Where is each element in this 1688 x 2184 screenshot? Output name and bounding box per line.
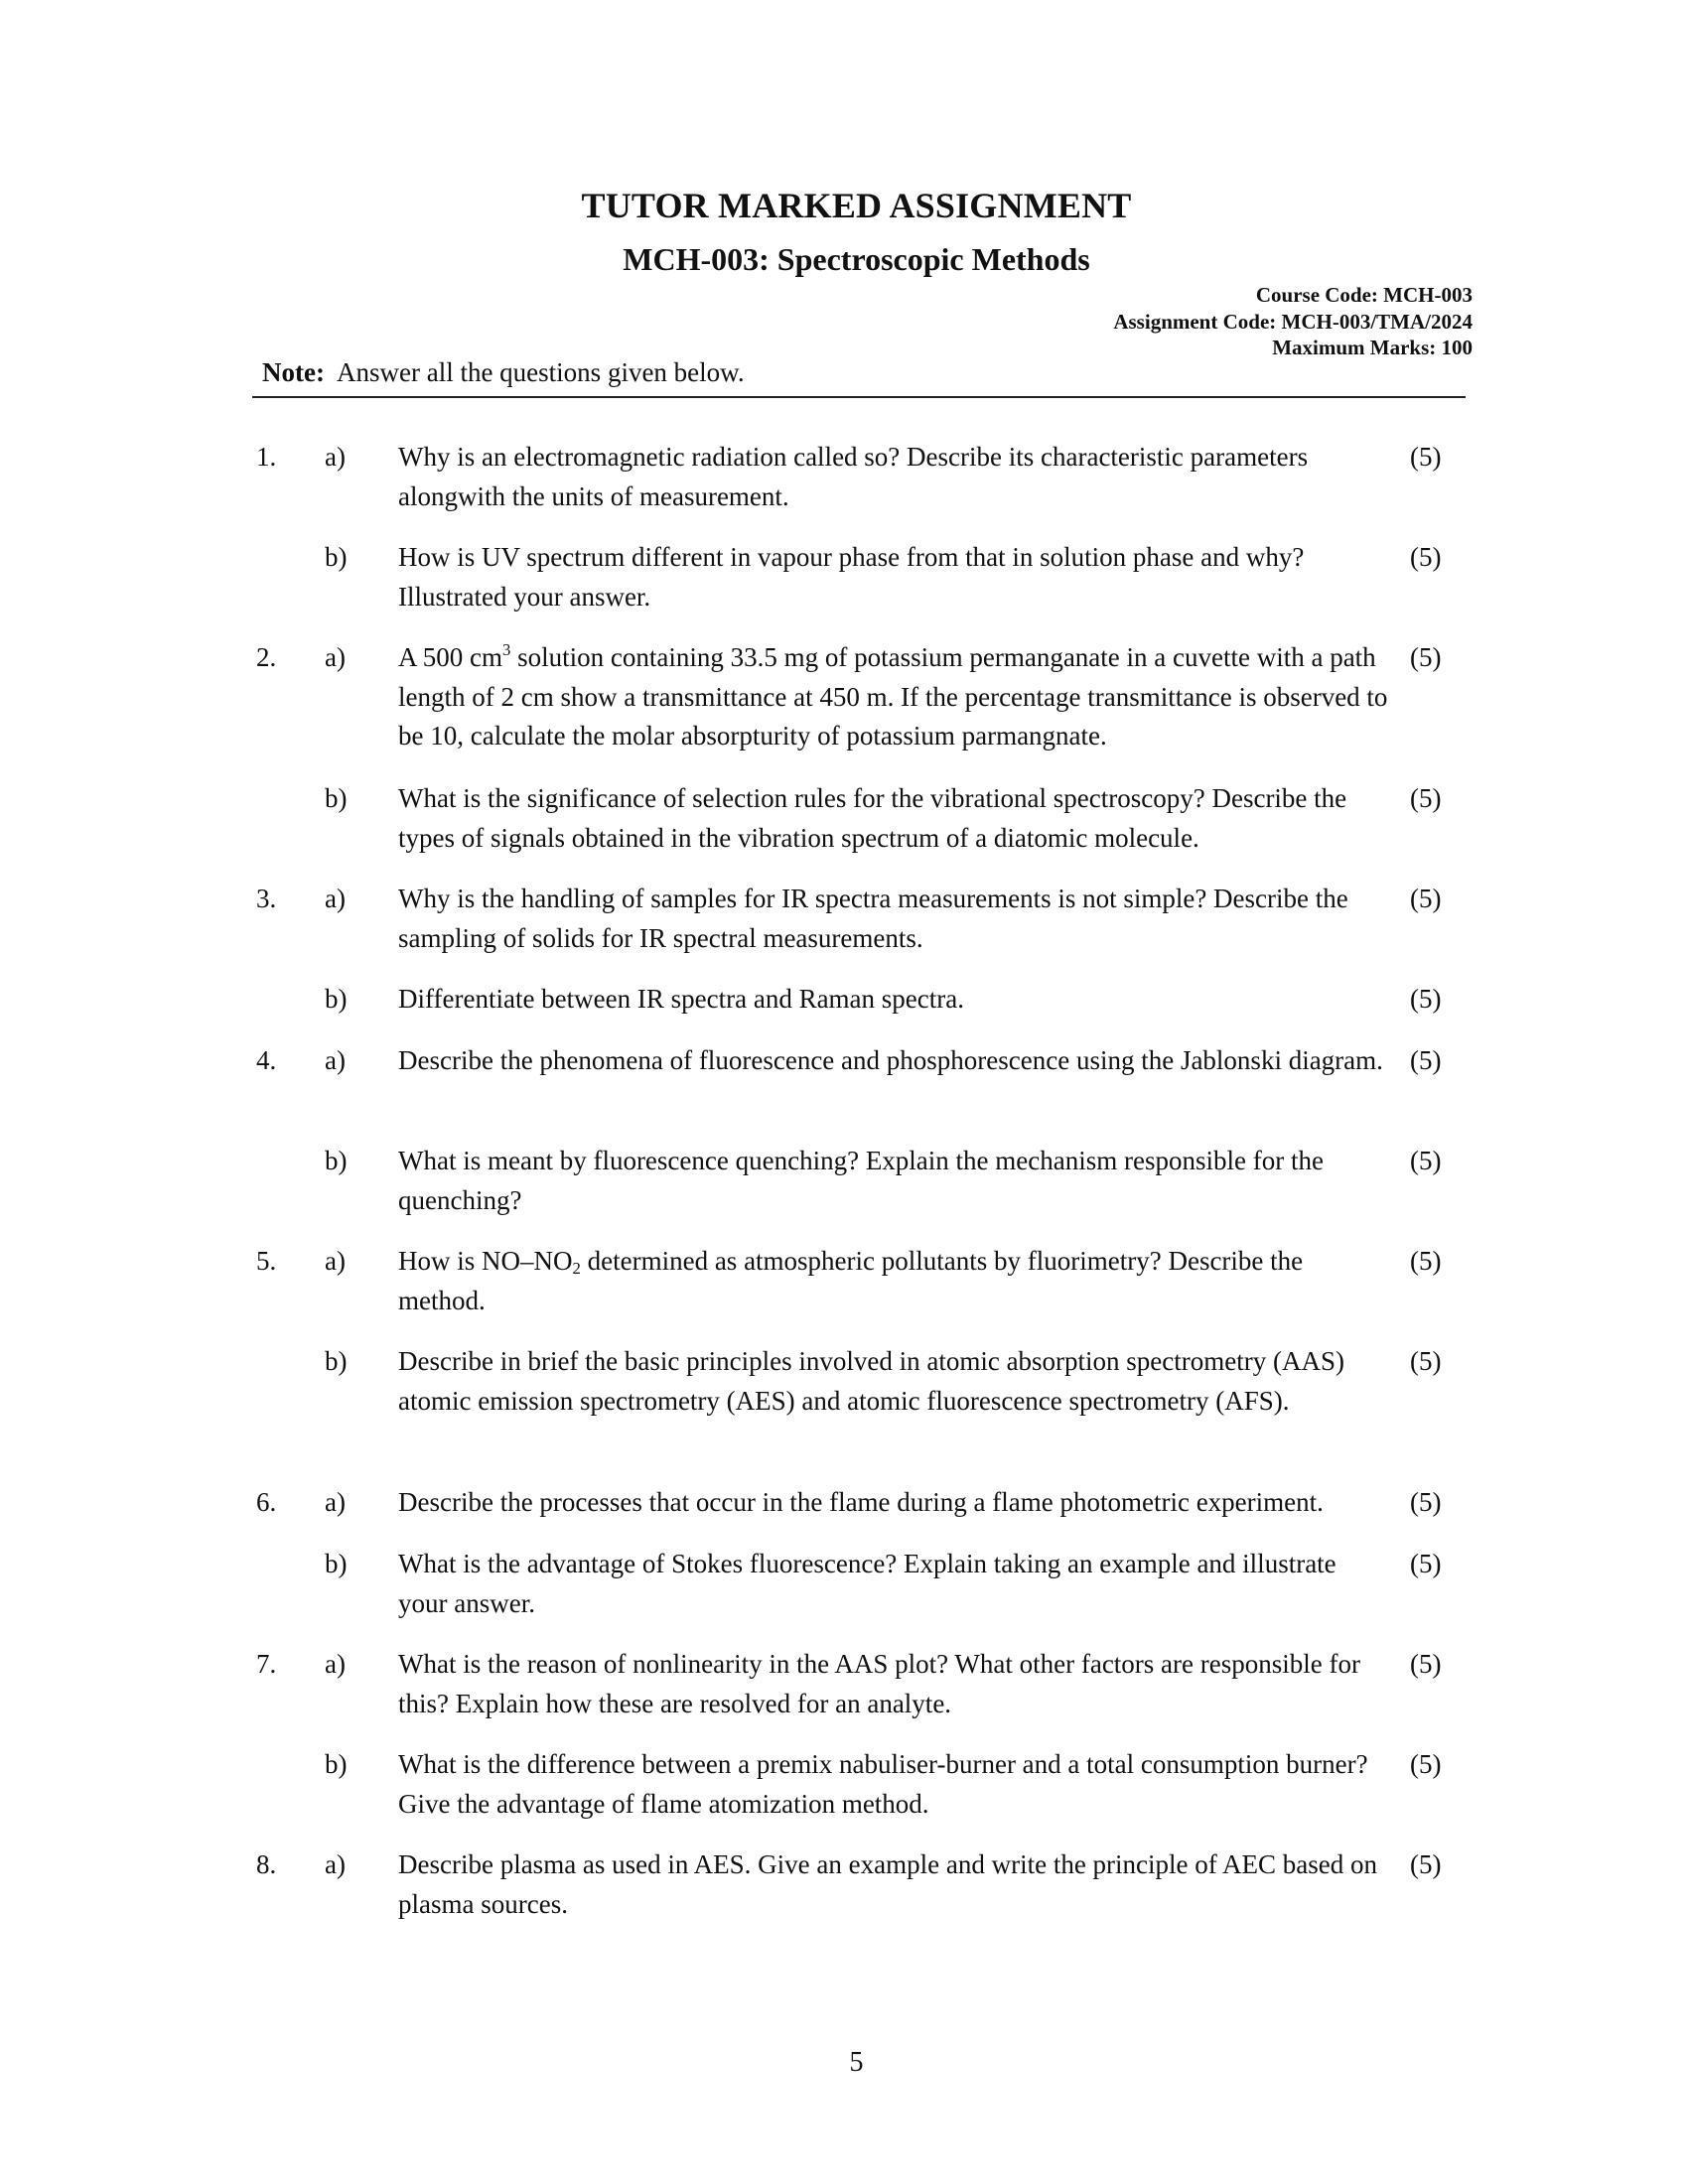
question-number: 2. (256, 642, 277, 672)
question-number: 1. (256, 442, 277, 472)
question-marks: (5) (1410, 1487, 1442, 1517)
question-marks: (5) (1410, 884, 1442, 913)
question-text-part: determined as atmospheric pollutants by fluorimetry? Describe the method. (398, 1246, 1304, 1315)
question-text: What is the reason of nonlinearity in the AAS plot? What other factors are responsible for this? Explain how these are resolved for an analyte. (398, 1649, 1360, 1718)
assignment-code: Assignment Code: MCH-003/TMA/2024 (1113, 309, 1473, 334)
subscript: 2 (572, 1259, 581, 1279)
question-marks: (5) (1410, 984, 1442, 1014)
question-number: 4. (256, 1045, 277, 1075)
question-number: 7. (256, 1649, 277, 1679)
document-title: TUTOR MARKED ASSIGNMENT (581, 186, 1132, 225)
question-part: a) (325, 1649, 346, 1679)
question-marks: (5) (1410, 1346, 1442, 1376)
question-marks: (5) (1410, 783, 1442, 813)
question-text-part: A 500 cm (398, 642, 502, 672)
question-number: 8. (256, 1849, 277, 1879)
assignment-codes (1113, 282, 1473, 361)
question-marks: (5) (1410, 1849, 1442, 1879)
question-part: b) (325, 1146, 348, 1175)
question-part: a) (325, 642, 346, 672)
question-part: b) (325, 1749, 348, 1779)
question-marks: (5) (1410, 1549, 1442, 1578)
course-code: Course Code: MCH-003 (1255, 283, 1473, 307)
question-marks: (5) (1410, 1045, 1442, 1075)
question-text: Describe the processes that occur in the flame during a flame photometric experiment. (398, 1487, 1324, 1517)
question-marks: (5) (1410, 442, 1442, 472)
question-text (398, 1242, 1391, 1320)
question-marks: (5) (1410, 542, 1442, 572)
question-part: b) (325, 1346, 348, 1376)
question-marks: (5) (1410, 1146, 1442, 1175)
note (262, 357, 745, 388)
question-number: 3. (256, 884, 277, 913)
note-label: Note: (262, 357, 325, 387)
question-text: Differentiate between IR spectra and Raman spectra. (398, 984, 964, 1014)
question-text (398, 638, 1391, 756)
question-marks: (5) (1410, 642, 1442, 672)
question-text-part: How is NO–NO (398, 1246, 573, 1276)
question-text: What is the significance of selection rules for the vibrational spectroscopy? Describe the types of signals obtained in the vibration spectrum of a diatomic molecule. (398, 783, 1347, 853)
note-text: Answer all the questions given below. (336, 357, 745, 387)
question-marks: (5) (1410, 1749, 1442, 1779)
superscript: 3 (502, 640, 511, 660)
question-part: b) (325, 1549, 348, 1578)
question-part: a) (325, 884, 346, 913)
question-part: b) (325, 783, 348, 813)
question-number: 6. (256, 1487, 277, 1517)
question-text: What is meant by fluorescence quenching? Explain the mechanism responsible for the quenching? (398, 1146, 1324, 1215)
question-marks: (5) (1410, 1649, 1442, 1679)
question-part: b) (325, 984, 348, 1014)
question-marks: (5) (1410, 1246, 1442, 1276)
question-text-part: solution containing 33.5 mg of potassium permanganate in a cuvette with a path length of 2 cm show a transmittance at 450 m. If the percentage transmittance is observed to be 10, calculate the molar absorpturity of potassium parmangnate. (398, 642, 1388, 751)
page-number: 5 (849, 2047, 864, 2078)
question-text: Why is an electromagnetic radiation called so? Describe its characteristic parameters alongwith the units of measurement. (398, 442, 1309, 511)
question-part: a) (325, 1045, 346, 1075)
question-text: What is the difference between a premix nabuliser-burner and a total consumption burner? Give the advantage of flame atomization method. (398, 1749, 1368, 1819)
question-text: Describe the phenomena of fluorescence and phosphorescence using the Jablonski diagram. (398, 1045, 1383, 1075)
question-part: b) (325, 542, 348, 572)
question-text: What is the advantage of Stokes fluorescence? Explain taking an example and illustrate your answer. (398, 1549, 1336, 1618)
header-divider (252, 396, 1466, 398)
question-part: a) (325, 1246, 346, 1276)
question-text: Describe plasma as used in AES. Give an example and write the principle of AEC based on plasma sources. (398, 1849, 1377, 1919)
question-number: 5. (256, 1246, 277, 1276)
question-text: How is UV spectrum different in vapour phase from that in solution phase and why? Illustrated your answer. (398, 542, 1305, 612)
question-part: a) (325, 1849, 346, 1879)
question-text: Describe in brief the basic principles involved in atomic absorption spectrometry (AAS) atomic emission spectrometry (AES) and atomic fluorescence spectrometry (AFS). (398, 1346, 1344, 1416)
document-subtitle: MCH-003: Spectroscopic Methods (623, 241, 1090, 277)
question-text: Why is the handling of samples for IR spectra measurements is not simple? Describe the sampling of solids for IR spectral measurements. (398, 884, 1348, 953)
maximum-marks: Maximum Marks: 100 (1272, 336, 1473, 359)
question-part: a) (325, 1487, 346, 1517)
question-part: a) (325, 442, 346, 472)
